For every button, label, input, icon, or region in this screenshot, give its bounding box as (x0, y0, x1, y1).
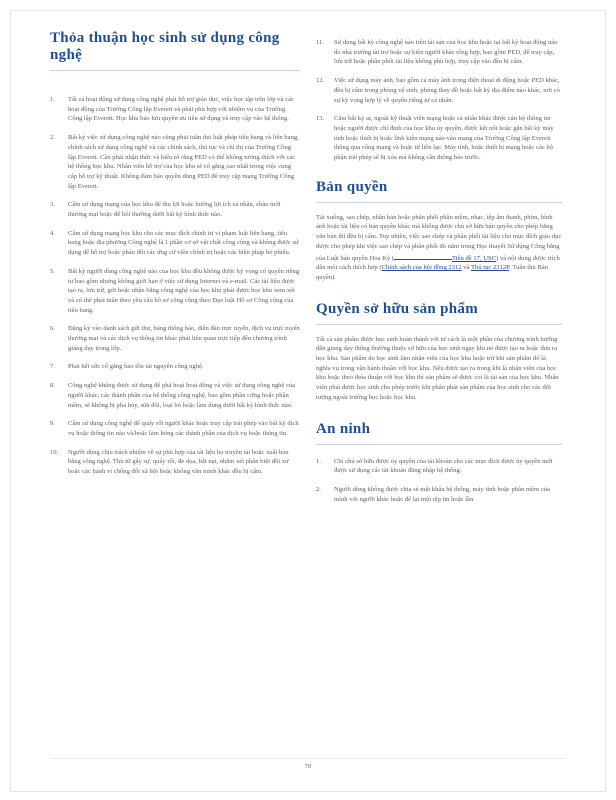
list-item-number: 12. (316, 77, 325, 85)
list-item-number: 1. (316, 457, 321, 465)
list-item-text: Cấm sử dụng mạng của học khu để thu lợi hoặc hưởng lợi ích cá nhân, chào mời thương mại hoặc để bồi thường dưới bất kỳ hình thức nào. (68, 201, 281, 219)
security-list (316, 457, 562, 505)
list-item (50, 267, 300, 316)
list-item-text: Tất cả hoạt động sử dụng công nghệ phải hỗ trợ giáo dục, việc học tập trên lớp và các hoạt động của Trường Công lập Everett và phải phù hợp với nhiệm vụ của Trường Công lập Everett. Học khu bảo lưu quyền ưu tiên sử dụng và truy cập vào hệ thống. (68, 96, 294, 123)
list-item (316, 457, 562, 476)
list-item-text: Công nghệ không được sử dụng để phá hoại hoạt động và việc sử dụng công nghệ của người khác; các thành phần của hệ thống công nghệ, bao gồm phần cứng hoặc phần mềm, sẽ không bị phá hủy, sửa đổi, loại bỏ hoặc làm dụng dưới bất kỳ hình thức nào. (68, 382, 296, 409)
list-item-text: Cấm bất kỳ ai, ngoài kỹ thuật viên mạng hoặc cá nhân khác được cán bộ thông tin hoặc người được chỉ định của học khu ủy quyền, được kết nối hoặc gắn bất kỳ máy tính hoặc thiết bị hoặc lĩnh kiện mạng nào vào mạng của Trường Công lập Everett thông qua cổng mạng và hoặc từ liên lạc. Máy tính, hoặc thiết bị mạng hoặc các bộ phận trái phép sẽ bị xóa mà không cần thông báo trước. (334, 115, 554, 162)
link-procedure-2312p[interactable]: Thủ tục 2312P (471, 264, 510, 272)
list-item (316, 114, 562, 163)
section-title-copyright (316, 179, 562, 203)
footer-rule (50, 758, 566, 759)
copyright-text-4: . Tuân thủ Bản quyền). (316, 264, 548, 281)
list-item (316, 76, 562, 105)
list-item (50, 381, 300, 410)
section-title-ownership (316, 301, 562, 325)
left-column (50, 30, 300, 486)
list-item-text: Người dùng chịu trách nhiệm về sự phù hợp của tài liệu họ truyền tải hoặc xuất bản bằng công nghệ. Thù từ gây sự, quấy rối, đe dọa, bắt nạt, nhắm xét phân biệt đối xử hoặc các hành vi chống đối xã hội hoặc không văn minh khác đều bị cấm. (68, 448, 289, 476)
section-title-agreement (50, 30, 300, 71)
list-item-number: 2. (50, 134, 55, 142)
list-item-number: 6. (50, 325, 55, 333)
list-item-number: 4. (50, 229, 55, 237)
security-title-text: An ninh (316, 420, 371, 437)
list-item-text: Bất kỳ người dùng công nghệ nào của học khu đều không được kỳ vọng có quyền riêng tư bao gồm nhưng không giới hạn ở việc sử dụng Internet và e-mail. Các tài liệu được tạo ra, lưu trữ, gửi hoặc nhận bằng công nghệ của học khu phải được học khu xem xét và có thể phải tuân theo yêu cầu hồ sơ công cộng theo Đạo luật Hồ sơ Công cộng của tiểu bang. (68, 267, 300, 314)
agreement-title-text: Thỏa thuận học sinh sử dụng công nghệ (50, 30, 280, 63)
section-title-security (316, 421, 562, 445)
list-item (316, 38, 562, 67)
ownership-paragraph: Tất cả sản phẩm được học sinh hoàn thành với tư cách là một phần của chương trình hướng dẫn giảng dạy thông thường thuộc sở hữu của học sinh ngay khi nó được tạo ra hoặc đưa ra học khu. Sản phẩm do học sinh làm nhân viên của học khu hoặc trừ khi sản phẩm đó là nghĩa vụ trong vận hành thuần với học khu. Nếu được tạo ra trong khi là nhân viên của học khu hoặc theo thỏa thuận với học khu thì sản phẩm sẽ được coi là tài sản của học khu. Nhân viên phải được học sinh cho phép trước khi phân phát sản phẩm của học sinh cho các đối tượng ngoài trường học hoặc học khu. (316, 335, 559, 401)
title-underline (316, 202, 562, 203)
list-item (50, 362, 300, 372)
list-item-number: 2. (316, 485, 321, 493)
right-column (316, 38, 562, 513)
list-item (316, 485, 562, 504)
list-item-number: 10. (50, 448, 59, 456)
list-item-text: Người dùng không được chia sẻ mật khẩu hệ thống, máy tính hoặc phần mềm của mình với người khác hoặc để lại một tệp tin hoặc lần (334, 485, 550, 503)
list-item-text: Cấm sử dụng mạng học khu cho các mục đích chính trị vi phạm luật liên bang, tiểu bang hoặc địa phương Công nghệ là 1 phần cơ sở vật chất công cộng và không được sử dụng để hỗ trợ hoặc phản đối các ứng cử viên chính trị hoặc các biện pháp bỏ phiếu. (68, 229, 299, 257)
list-item-number: 8. (50, 382, 55, 390)
list-item (50, 133, 300, 191)
list-item-number: 13. (316, 115, 325, 123)
copyright-title-text: Bản quyền (316, 178, 388, 195)
list-item-text: Bất kỳ việc sử dụng công nghệ nào cũng phải tuân thủ luật pháp tiểu bang và liên bang, chính sách sử dụng công nghệ và các chính sách, thủ tục và chỉ thị của Trường Công lập Everett. Cần phải nhận thức và hiểu rõ rằng PED có thể không tương thích với các hệ thống học khu. Nhân viên hỗ trợ của học khu sẽ cố gắng cao nhất trong việc cung cấp hỗ trợ kỹ thuật. Không đảm bảo quyền dùng PED để truy cập mạng Trường Công lập Everett. (68, 134, 299, 190)
link-title-17-usc[interactable]: Tiêu đề 17, USC (452, 254, 497, 262)
list-item (50, 324, 300, 353)
list-item-text: Việc sử dụng máy ảnh, bao gồm cả máy ảnh trong điện thoại di động hoặc PED khác, đều bị cấm trong phòng vệ sinh, phòng thay đồ hoặc bất kỳ địa điểm nào khác, nơi có sự kỳ vọng hợp lý về quyền riêng tư cá nhân. (334, 77, 560, 104)
link-blank (394, 252, 452, 260)
list-item-text: Sử dụng bất kỳ công nghệ nào trên tài sản của học khu hoặc tại bất kỳ hoạt động nào do nhà trường tài trợ hoặc sự kiện người khác tổng hợp, bao gồm PED, để truy cập, lưu trữ hoặc phân phối tài liệu không phù hợp, truy cập vào đều bị cấm. (334, 39, 558, 66)
agreement-list (50, 95, 300, 477)
title-underline (316, 444, 562, 445)
list-item (50, 448, 300, 477)
list-item (50, 95, 300, 124)
list-item-number: 7. (50, 363, 55, 371)
link-board-policy-2312[interactable]: Chính sách của hội đồng 2312 (381, 264, 462, 272)
list-item-number: 1. (50, 96, 55, 103)
list-item-text: Đăng ký vào danh sách gửi thư, bảng thông báo, diễn đàn trực tuyến, dịch vụ trực tuyến thương mại và các dịch vụ thông tin khác phải liên quan trực tiếp đến chương trình giảng dạy trong lớp. (68, 325, 300, 352)
list-item-number: 9. (50, 420, 55, 428)
list-item-text: Chỉ chủ sở hữu được ủy quyền của tài khoản cho các mục đích được ủy quyền mới được sử dụng các tài khoản đăng nhập hệ thống. (334, 457, 553, 475)
title-underline (316, 324, 562, 325)
copyright-text-2: ) và nội dung được trích dẫn một cách thích hợp ( (316, 254, 560, 272)
list-item-text: Cấm sử dụng công nghệ để quấy rối người khác hoặc truy cập trái phép vào bất kỳ dịch vụ hoặc thông tin nào và/hoặc làm hỏng các thành phần của dịch vụ hoặc thông tin. (68, 420, 299, 437)
list-item (50, 229, 300, 258)
copyright-text-3: và (463, 264, 470, 272)
title-underline (50, 70, 300, 71)
list-item-number: 3. (50, 201, 55, 209)
ownership-title-text: Quyền sở hữu sản phẩm (316, 300, 478, 317)
list-item-number: 5. (50, 267, 55, 275)
list-item (50, 419, 300, 438)
list-item-text: Phải hết sức cố gắng bảo tồn tài nguyên công nghệ. (68, 363, 204, 371)
page-number: 70 (304, 763, 312, 770)
copyright-paragraph (316, 213, 562, 283)
copyright-text-1: Tải xuống, sao chép, nhân bản hoặc phân phối phần mềm, nhạc, tệp âm thanh, phim, hình ảnh hoặc tài liệu có bản quyền khác mà không được chủ sở hữu bản quyền cho phép bằng văn bản thì đều bị cấm. Tuy nhiên, việc sao chép và phân phối tài liệu cho mục đích giáo dục được cho phép khi việc sao chép và phân phối đó nằm trong Học thuyết Sử dụng Công bằng của Luật bản quyền Hoa Kỳ ( (316, 213, 562, 262)
list-item (50, 200, 300, 219)
list-item-number: 11. (316, 39, 324, 46)
agreement-list-continued (316, 38, 562, 163)
